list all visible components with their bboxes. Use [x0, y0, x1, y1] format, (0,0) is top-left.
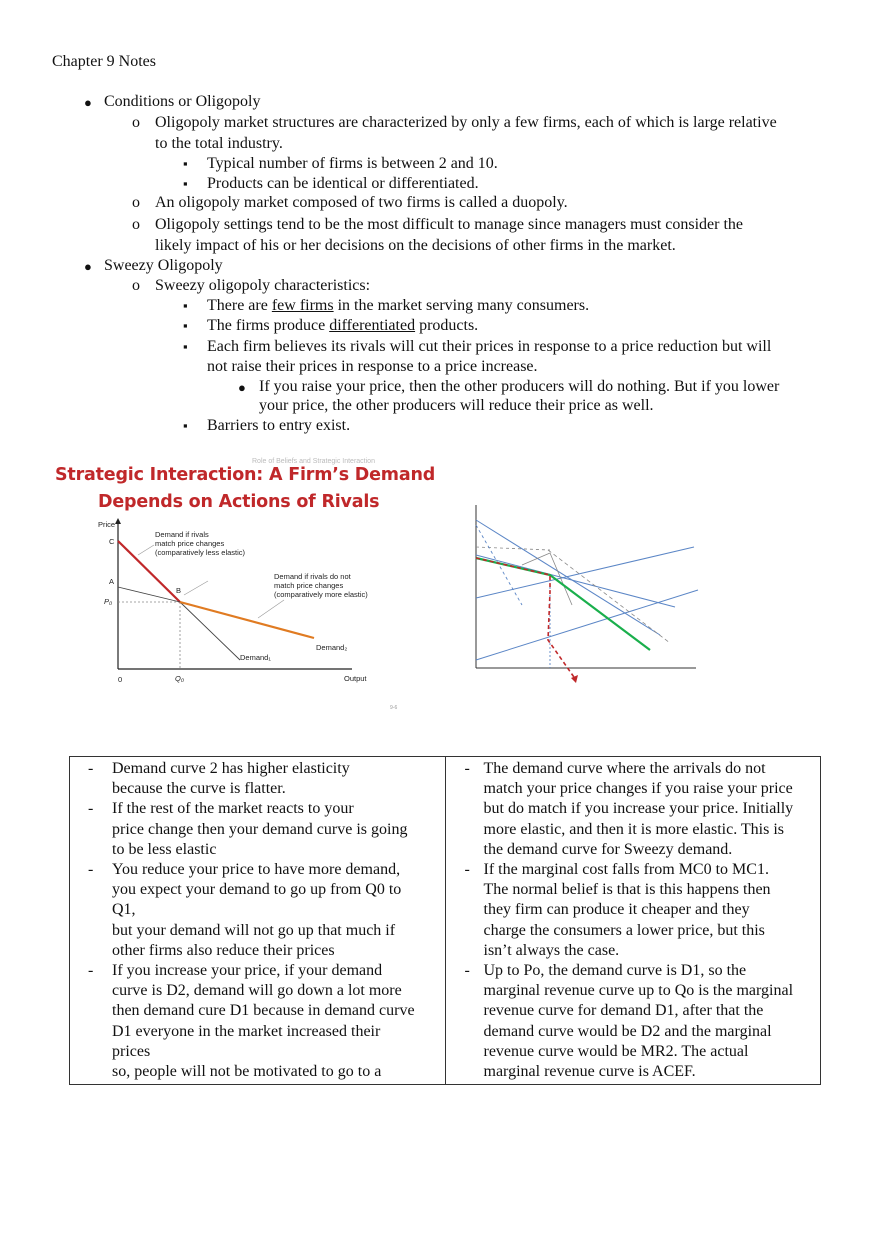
bullet-square: ▪	[183, 318, 188, 333]
demand1-label: Demand₁	[240, 653, 271, 662]
list-item-cont: other firms also reduce their prices	[112, 941, 335, 959]
list-item-cont: The normal belief is that is this happens then	[483, 881, 771, 899]
outline-item: likely impact of his or her decisions on the decisions of other firms in the market.	[155, 237, 676, 254]
slide-diagram	[52, 452, 436, 722]
callout-line	[138, 545, 154, 555]
list-item-cont: but do match if you increase your price. Initially	[483, 800, 794, 818]
demand2-label: Demand₂	[316, 643, 348, 652]
list-item-cont: curve is D2, demand will go down a lot more	[112, 982, 402, 1000]
section-heading: Conditions or Oligopoly	[104, 93, 261, 110]
list-item: - If the rest of the market reacts to your	[88, 800, 354, 818]
sweezy-sketch	[470, 495, 700, 695]
callout-line	[258, 600, 284, 618]
outline-item: Typical number of firms is between 2 and 10.	[207, 155, 498, 172]
bullet-dot: ●	[238, 380, 246, 395]
axis-arrow	[115, 518, 121, 524]
bullet-square: ▪	[183, 156, 188, 171]
outline-item: Oligopoly settings tend to be the most difficult to manage since managers must consider the	[155, 216, 744, 233]
bullet-square: ▪	[183, 176, 188, 191]
outline-item: Sweezy oligopoly characteristics:	[155, 277, 371, 294]
list-item-cont: D1 everyone in the market increased their	[112, 1022, 381, 1040]
axis-label-output: Output	[344, 674, 367, 683]
list-item: - Up to Po, the demand curve is D1, so the	[464, 962, 747, 980]
list-item-cont: then demand cure D1 because in demand curve	[112, 1002, 415, 1020]
outline-item: There are few firms in the market serving many consumers.	[207, 297, 590, 314]
list-item-cont: revenue curve for demand D1, after that the	[483, 1002, 764, 1020]
list-item-cont: revenue curve would be MR2. The actual	[483, 1042, 749, 1060]
bullet-square: ▪	[183, 418, 188, 433]
blue-line	[476, 547, 694, 598]
outline-item: to the total industry.	[155, 135, 283, 152]
outline-item: your price, the other producers will reduce their price as well.	[259, 397, 654, 414]
list-item-cont: marginal revenue curve is ACEF.	[483, 1063, 696, 1081]
list-item-cont: they firm can produce it cheaper and they	[483, 901, 750, 919]
bullet-circle: o	[132, 114, 140, 131]
list-item: - Demand curve 2 has higher elasticity	[88, 760, 350, 777]
callout-line	[184, 581, 208, 595]
grey-dash	[476, 547, 550, 550]
slide-heading: Depends on Actions of Rivals	[98, 492, 380, 512]
list-item-cont: marginal revenue curve up to Qo is the marginal	[483, 982, 794, 1000]
list-item-cont: price change then your demand curve is going	[112, 820, 408, 838]
point-a-label: A	[109, 577, 115, 586]
outline-item: An oligopoly market composed of two firms is called a duopoly.	[155, 194, 568, 211]
list-item: - You reduce your price to have more demand,	[88, 861, 401, 879]
outline-item: Each firm believes its rivals will cut their prices in response to a price reduction but will	[207, 338, 772, 355]
list-item-cont: so, people will not be motivated to go to a	[112, 1063, 382, 1081]
point-b-label: B	[176, 586, 182, 595]
slide-subtitle: Role of Beliefs and Strategic Interaction	[252, 458, 375, 465]
list-item-cont: isn’t always the case.	[483, 941, 620, 959]
point-c-label: C	[109, 537, 115, 546]
list-item-cont: match your price changes if you raise your price	[483, 780, 793, 798]
outline-item: Products can be identical or differentiated.	[207, 175, 479, 192]
notes-table	[69, 756, 821, 1085]
callout-text: Demand if rivals do not match price changes (comparatively more elastic)	[274, 572, 368, 599]
blue-line	[476, 590, 698, 660]
page-title: Chapter 9 Notes	[52, 53, 156, 70]
axis-label-price: Price	[98, 520, 116, 529]
bullet-dot: ●	[84, 259, 92, 274]
list-item-cont: more elastic, and then it is more elastic. This is	[483, 820, 785, 838]
mr-arrow	[571, 675, 578, 683]
outline-item: not raise their prices in response to a price increase.	[207, 358, 538, 375]
outline-item: Barriers to entry exist.	[207, 417, 351, 434]
demand2-lower	[180, 602, 314, 638]
list-item-cont: Q1,	[112, 901, 136, 919]
bullet-square: ▪	[183, 298, 188, 313]
section-heading: Sweezy Oligopoly	[104, 257, 223, 274]
left-column	[70, 757, 446, 1085]
right-column	[445, 757, 821, 1085]
blue-line	[476, 520, 660, 635]
outline-item: Oligopoly market structures are characterized by only a few firms, each of which is large relative	[155, 114, 777, 131]
grey-dash	[548, 550, 670, 643]
p0-label: P₀	[104, 597, 113, 606]
list-item-cont: charge the consumers a lower price, but this	[483, 921, 765, 939]
list-item-cont: because the curve is flatter.	[112, 780, 286, 798]
outline-item: If you raise your price, then the other producers will do nothing. But if you lower	[259, 378, 780, 395]
blue-line	[476, 555, 675, 607]
list-item-cont: prices	[112, 1042, 151, 1060]
kinked-demand	[476, 558, 650, 650]
demand2-upper	[118, 587, 180, 602]
bullet-dot: ●	[84, 95, 92, 110]
list-item-cont: you expect your demand to go up from Q0 to	[112, 881, 402, 899]
list-item: - If you increase your price, if your demand	[88, 962, 383, 980]
bullet-circle: o	[132, 216, 140, 233]
bullet-circle: o	[132, 277, 140, 294]
q0-label: Q₀	[175, 674, 184, 683]
list-item-cont: demand curve would be D2 and the marginal	[483, 1022, 772, 1040]
outline-item: The firms produce differentiated products.	[207, 317, 479, 334]
list-item-cont: to be less elastic	[112, 840, 217, 858]
callout-text: Demand if rivals match price changes (comparatively less elastic)	[155, 530, 246, 557]
slide-heading: Strategic Interaction: A Firm’s Demand	[55, 465, 436, 485]
slide-number: 9-6	[390, 705, 398, 711]
bullet-square: ▪	[183, 339, 188, 354]
bullet-circle: o	[132, 194, 140, 211]
table-row	[70, 757, 821, 1085]
list-item-cont: but your demand will not go up that much if	[112, 921, 396, 939]
list-item: - The demand curve where the arrivals do not	[464, 760, 766, 777]
mr-curve	[476, 558, 576, 680]
origin-label: 0	[118, 675, 123, 684]
list-item: - If the marginal cost falls from MC0 to MC1.	[464, 861, 769, 879]
list-item-cont: the demand curve for Sweezy demand.	[483, 840, 733, 858]
